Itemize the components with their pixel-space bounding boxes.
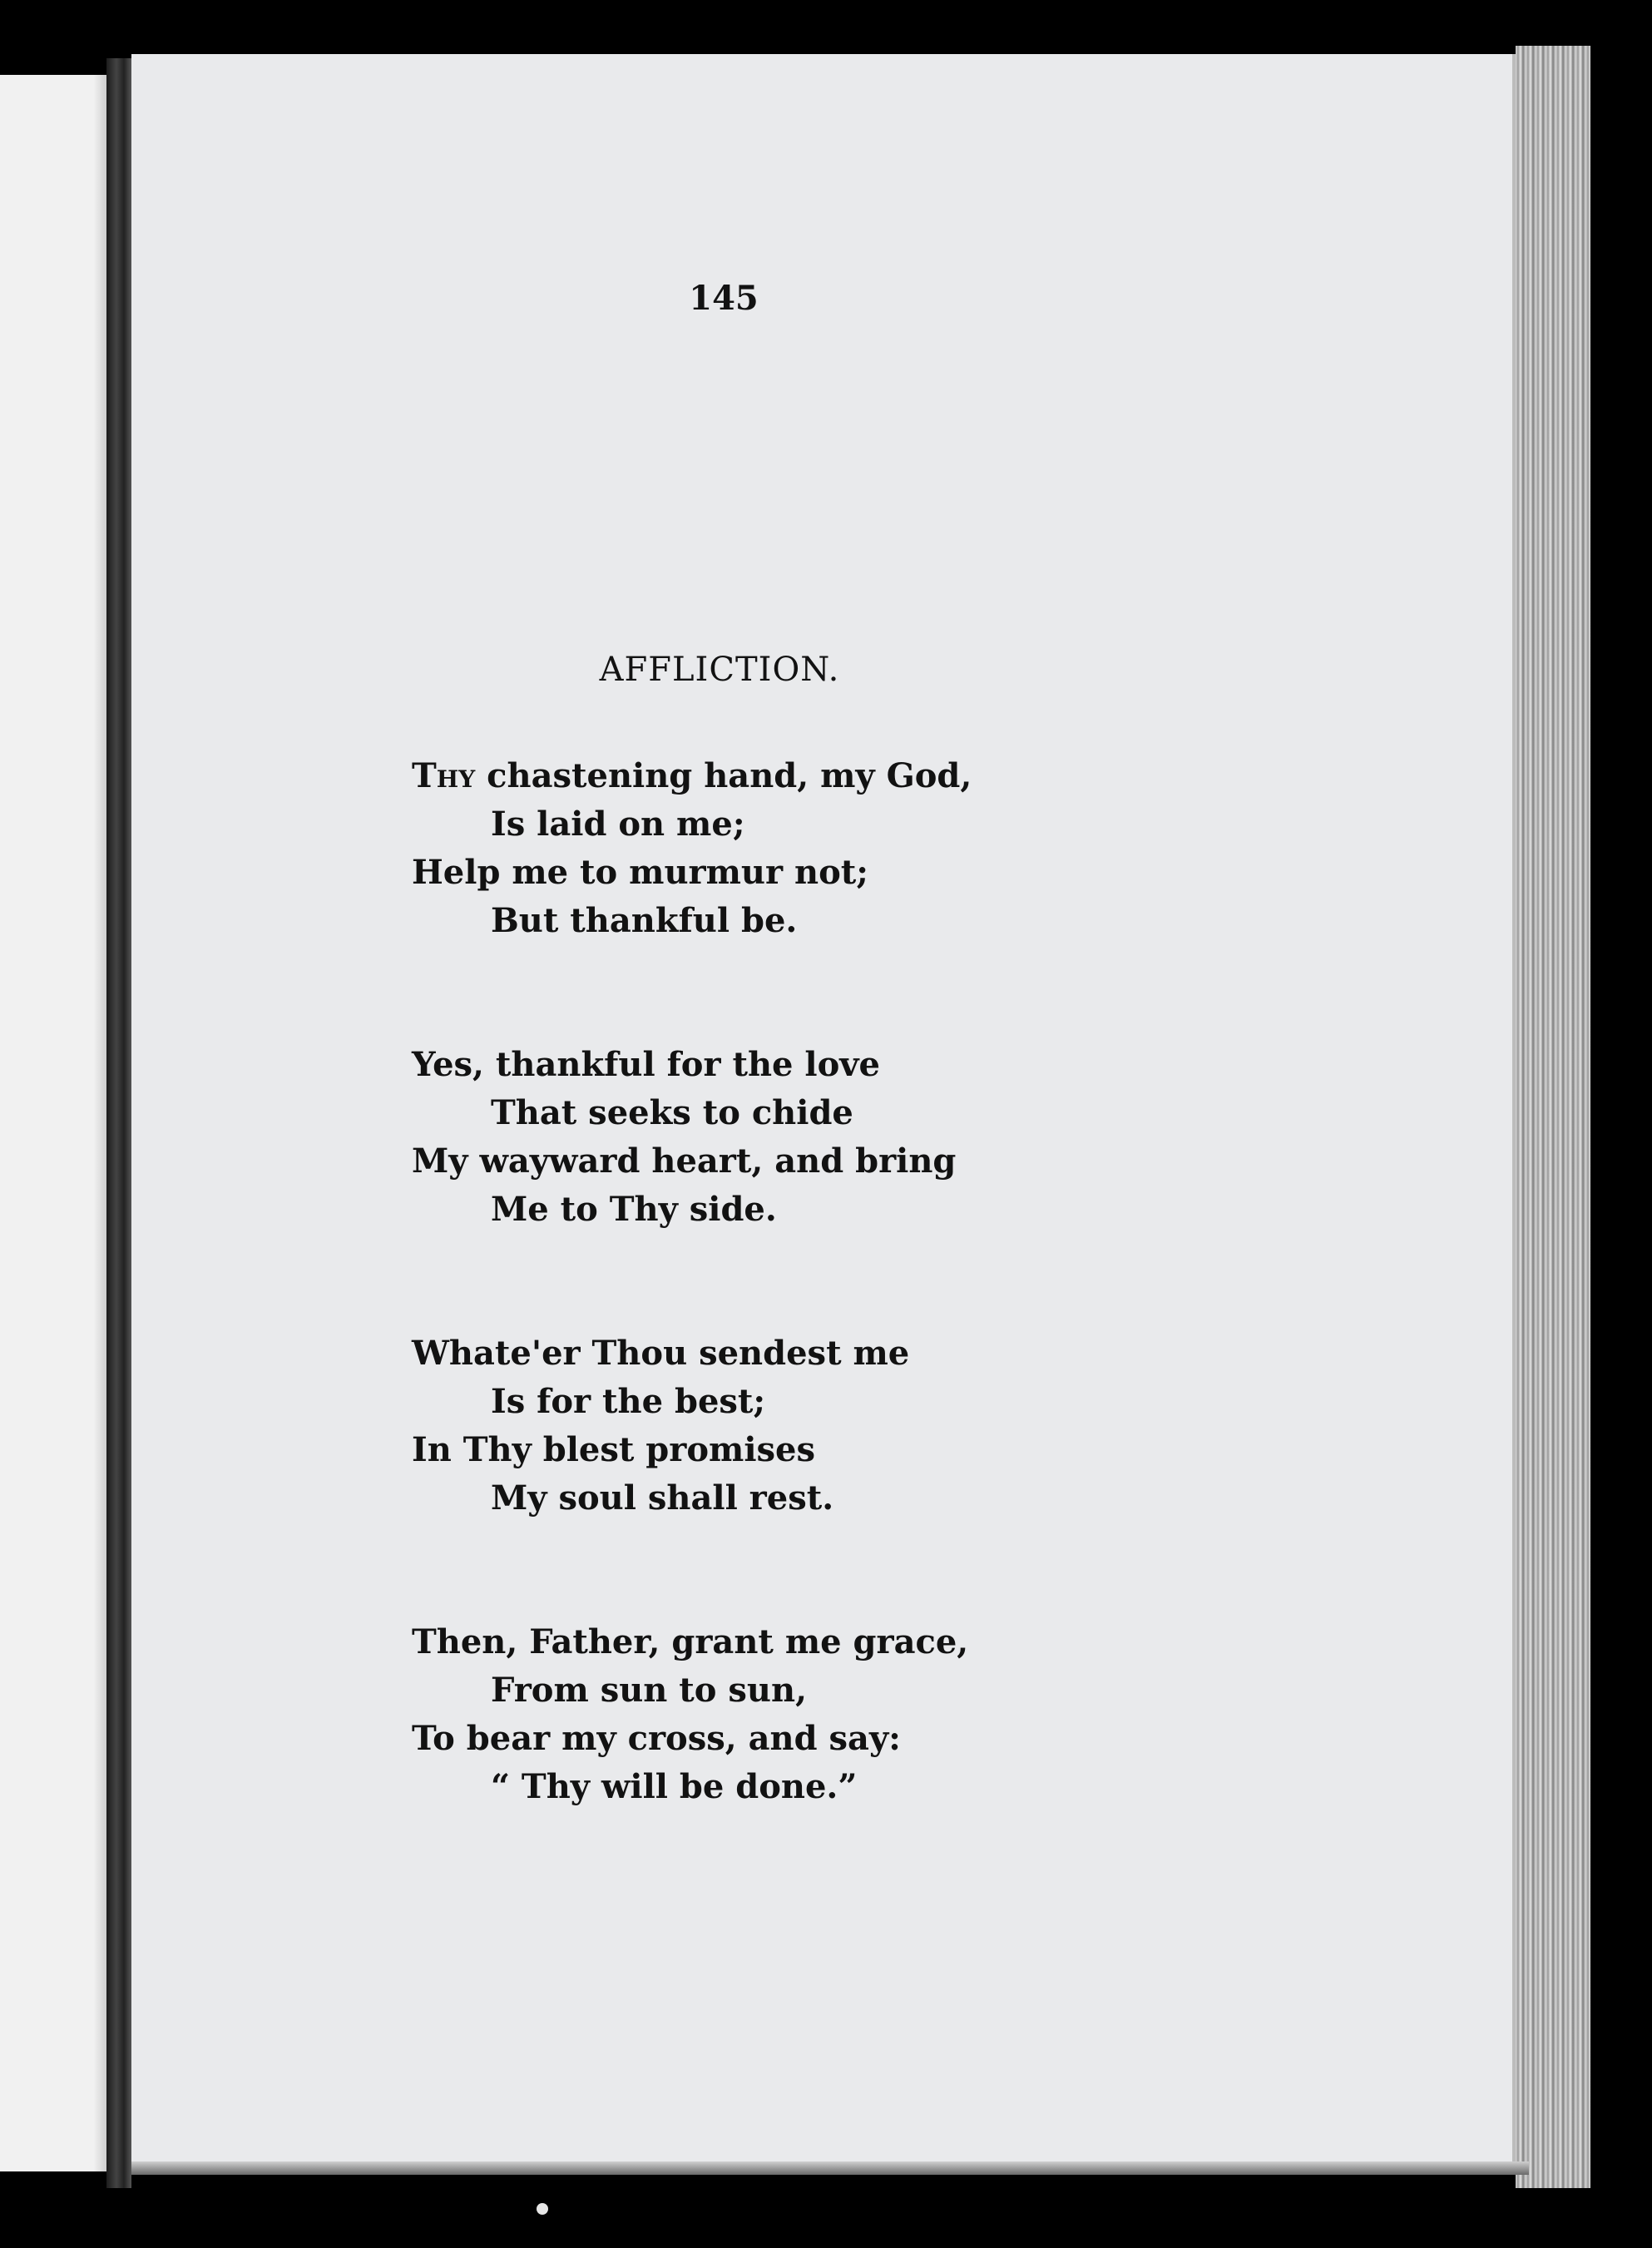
poem-line: Help me to murmur not; <box>412 853 869 892</box>
poem-first-word: Thy <box>412 756 476 795</box>
book-gutter <box>106 58 131 2188</box>
poem-line-text: chastening hand, my God, <box>475 756 972 795</box>
poem-line: “ Thy will be done.” <box>491 1767 858 1806</box>
poem-body <box>412 752 994 1907</box>
stanza-4 <box>412 1618 994 1811</box>
poem-line: In Thy blest promises <box>412 1430 815 1469</box>
poem-line: Is for the best; <box>491 1382 766 1421</box>
poem-line: My wayward heart, and bring <box>412 1141 957 1181</box>
stanza-1 <box>412 752 994 945</box>
poem-line: From sun to sun, <box>491 1671 807 1710</box>
page-fore-edge <box>1516 46 1590 2188</box>
poem-line: Is laid on me; <box>491 805 745 844</box>
poem-line: Yes, thankful for the love <box>412 1045 880 1084</box>
stanza-2 <box>412 1041 994 1234</box>
poem-line: Me to Thy side. <box>491 1190 777 1229</box>
poem-title: AFFLICTION. <box>599 651 840 689</box>
page-number: 145 <box>689 279 759 318</box>
poem-line: But thankful be. <box>491 901 798 940</box>
stanza-3 <box>412 1329 994 1523</box>
left-page-edge <box>0 75 106 2171</box>
poem-line: To bear my cross, and say: <box>412 1719 901 1758</box>
poem-line: Whate'er Thou sendest me <box>412 1334 910 1373</box>
poem-line: My soul shall rest. <box>491 1478 834 1518</box>
page-bottom-edge <box>131 2161 1529 2175</box>
scan-speck <box>537 2203 548 2215</box>
poem-line: Then, Father, grant me grace, <box>412 1622 969 1661</box>
poem-line <box>412 752 994 800</box>
poem-line: That seeks to chide <box>491 1093 853 1132</box>
